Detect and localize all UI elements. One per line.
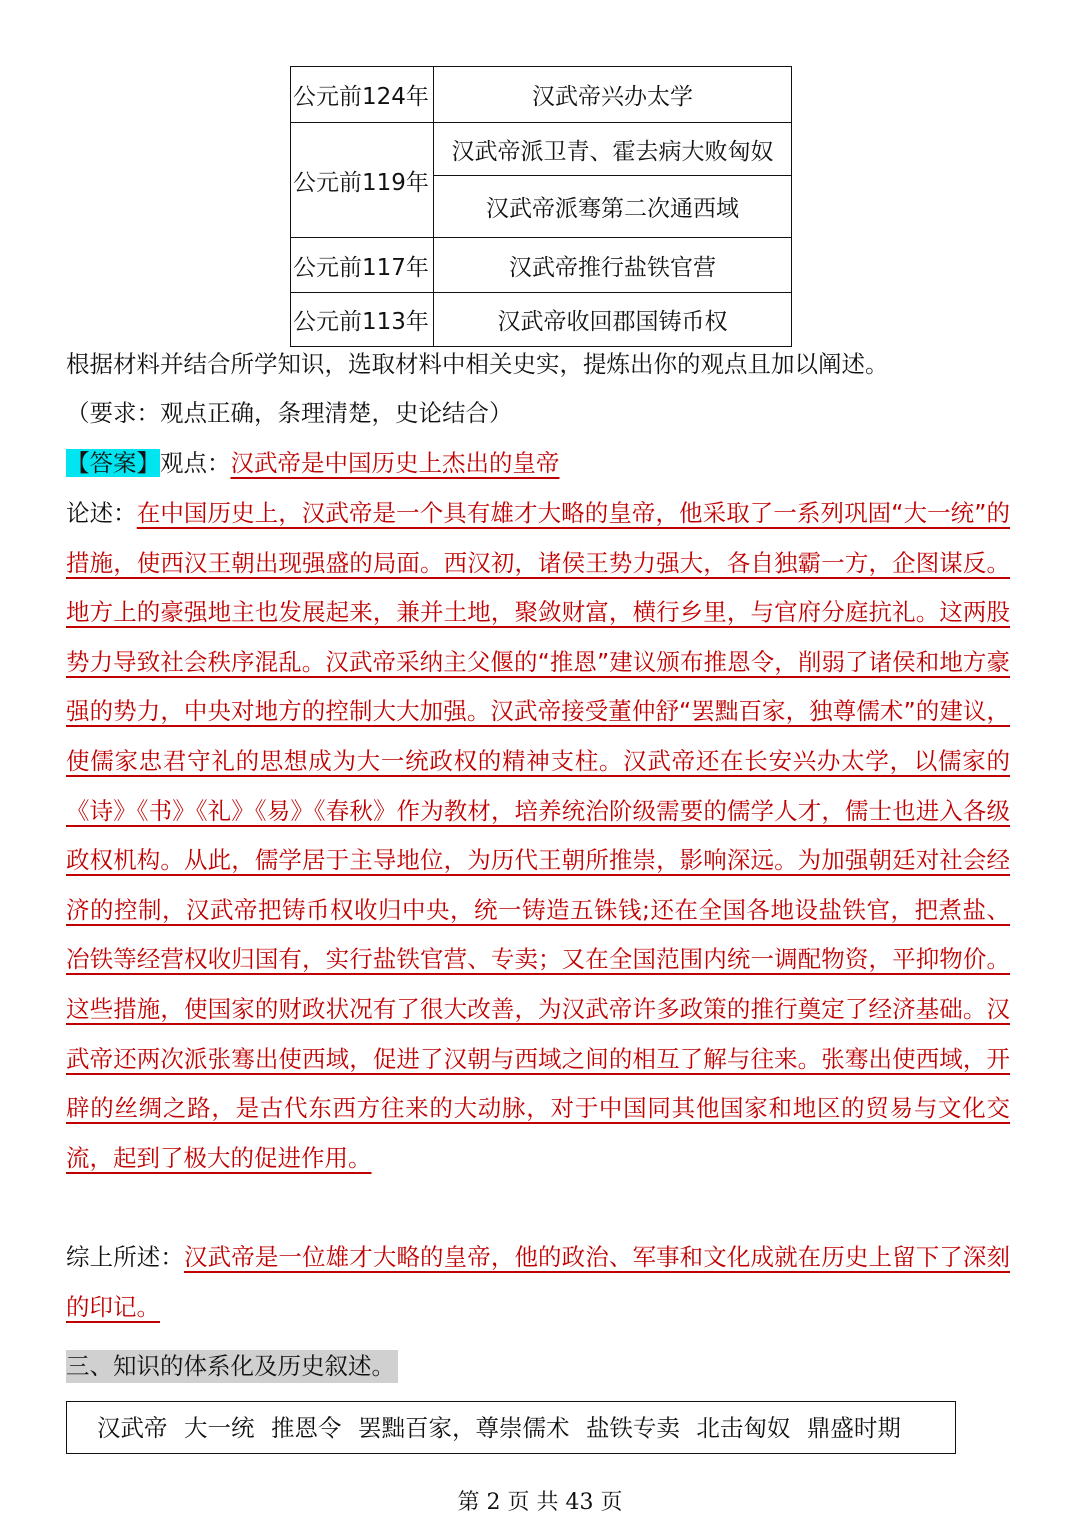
keyword: 鼎盛时期 <box>806 1414 901 1442</box>
viewpoint-label: 观点： <box>160 449 231 477</box>
event-cell: 汉武帝派卫青、霍去病大败匈奴 <box>434 123 792 176</box>
year-cell: 公元前117年 <box>291 238 434 293</box>
answer-conclusion <box>66 1233 1010 1332</box>
year-cell: 公元前119年 <box>291 123 434 238</box>
keyword-box <box>66 1401 956 1454</box>
event-cell: 汉武帝收回郡国铸币权 <box>434 293 792 347</box>
keyword: 北击匈奴 <box>696 1414 791 1442</box>
event-cell: 汉武帝派骞第二次通西域 <box>434 176 792 238</box>
year-cell: 公元前124年 <box>291 67 434 123</box>
keyword: 罢黜百家，尊崇儒术 <box>357 1414 570 1442</box>
keyword: 盐铁专卖 <box>585 1414 680 1442</box>
argument-text: 在中国历史上，汉武帝是一个具有雄才大略的皇帝，他采取了一系列巩固“大一统”的措施，使西汉王朝出现强盛的局面。西汉初，诸侯王势力强大，各自独霸一方，企图谋反。地方上的豪强地主也发展起来，兼并土地，聚敛财富，横行乡里，与官府分庭抗礼。这两股势力导致社会秩序混乱。汉武帝采纳主父偃的“推恩”建议颁布推恩令，削弱了诸侯和地方豪强的势力，中央对地方的控制大大加强。汉武帝接受董仲舒“罢黜百家，独尊儒术”的建议，使儒家忠君守礼的思想成为大一统政权的精神支柱。汉武帝还在长安兴办太学，以儒家的《诗》《书》《礼》《易》《春秋》作为教材，培养统治阶级需要的儒学人才，儒士也进入各级政权机构。从此，儒学居于主导地位，为历代王朝所推崇，影响深远。为加强朝廷对社会经济的控制，汉武帝把铸币权收归中央，统一铸造五铢钱;还在全国各地设盐铁官，把煮盐、冶铁等经营权收归国有，实行盐铁官营、专卖；又在全国范围内统一调配物资，平抑物价。这些措施，使国家的财政状况有了很大改善，为汉武帝许多政策的推行奠定了经济基础。汉武帝还两次派张骞出使西域，促进了汉朝与西域之间的相互了解与往来。张骞出使西域，开辟的丝绸之路，是古代东西方往来的大动脉，对于中国同其他国家和地区的贸易与文化交流，起到了极大的促进作用。 <box>66 499 1011 1172</box>
year-cell: 公元前113年 <box>291 293 434 347</box>
keyword: 汉武帝 <box>97 1414 168 1442</box>
keyword: 大一统 <box>183 1414 255 1442</box>
keyword: 推恩令 <box>270 1414 342 1442</box>
event-cell: 汉武帝推行盐铁官营 <box>434 238 792 293</box>
event-cell: 汉武帝兴办太学 <box>434 67 792 123</box>
conclusion-label: 综上所述： <box>66 1243 185 1271</box>
question-prompt: 根据材料并结合所学知识，选取材料中相关史实，提炼出你的观点且加以阐述。 <box>66 350 889 378</box>
answer-tag: 【答案】 <box>66 449 160 477</box>
viewpoint-text: 汉武帝是中国历史上杰出的皇帝 <box>230 449 560 477</box>
section-heading: 三、知识的体系化及历史叙述。 <box>66 1350 398 1383</box>
timeline-table <box>290 66 792 347</box>
answer-argument <box>66 489 1010 1183</box>
answer-viewpoint-line <box>66 439 1010 489</box>
page-footer: 第 2 页 共 43 页 <box>457 1490 623 1515</box>
question-requirement: （要求：观点正确，条理清楚，史论结合） <box>66 399 513 427</box>
conclusion-text: 汉武帝是一位雄才大略的皇帝，他的政治、军事和文化成就在历史上留下了深刻的印记。 <box>66 1243 1011 1321</box>
argument-label: 论述： <box>66 499 137 527</box>
